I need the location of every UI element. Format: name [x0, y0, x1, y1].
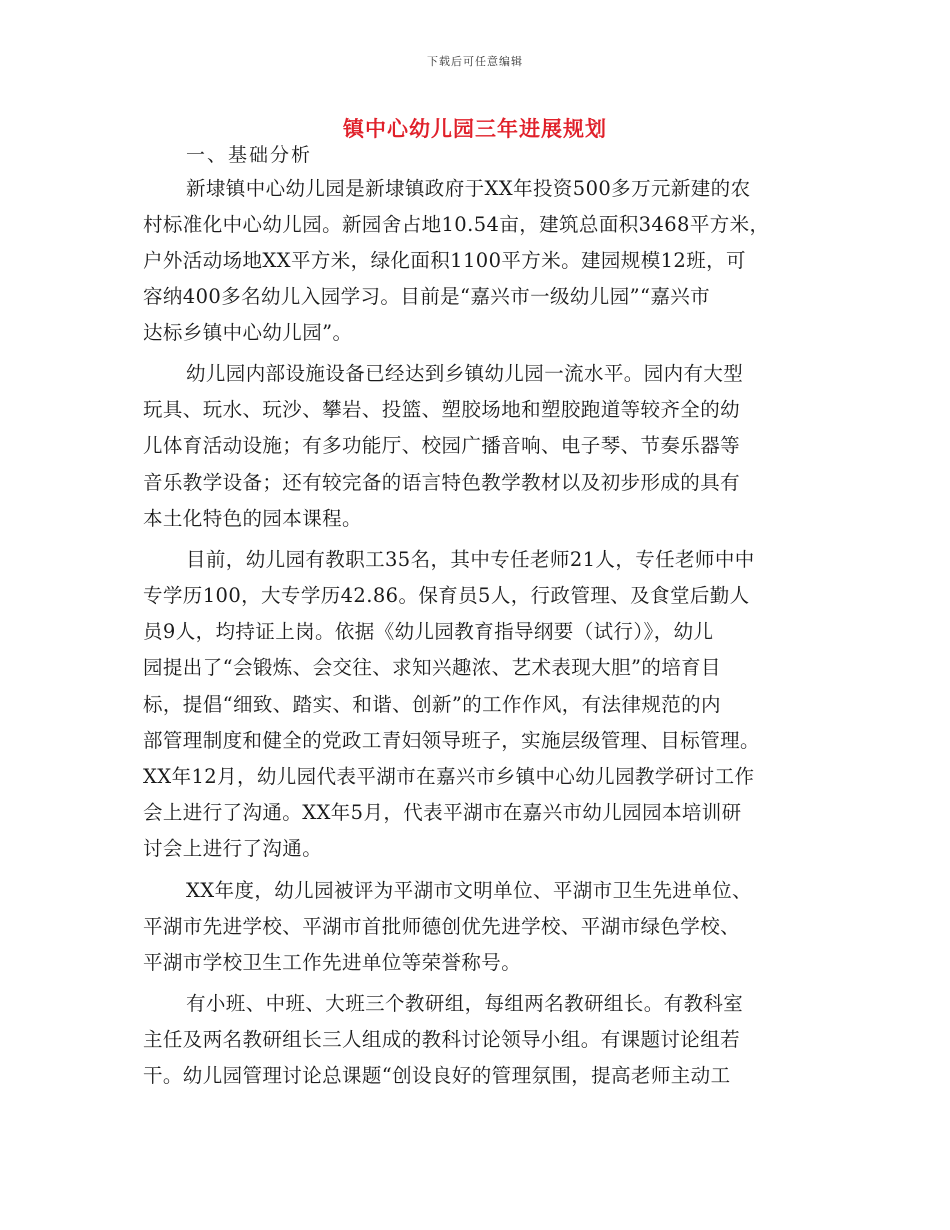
body-line: 本土化特色的园本课程。: [143, 507, 362, 530]
body-line: 园提出了“会锻炼、会交往、求知兴趣浓、艺术表现大胆”的培育目: [143, 656, 721, 679]
body-line: 员9人，均持证上岗。依据《幼儿园教育指导纲要（试行）》，幼儿: [143, 620, 714, 643]
body-line: 音乐教学设备；还有较完备的语言特色教学教材以及初步形成的具有: [143, 471, 741, 494]
document-title: 镇中心幼儿园三年进展规划: [343, 117, 607, 141]
body-line: 新埭镇中心幼儿园是新埭镇政府于XX年投资500多万元新建的农: [186, 177, 751, 200]
body-line: 幼儿园内部设施设备已经达到乡镇幼儿园一流水平。园内有大型: [186, 362, 744, 385]
section-heading: 一、基础分析: [186, 144, 313, 166]
body-line: 讨会上进行了沟通。: [143, 837, 323, 860]
body-line: 部管理制度和健全的党政工青妇领导班子，实施层级管理、目标管理。: [143, 729, 760, 752]
body-line: 村标准化中心幼儿园。新园舍占地10.54亩，建筑总面积3468平方米，: [143, 213, 770, 236]
body-line: 儿体育活动设施；有多功能厅、校园广播音响、电子琴、节奏乐器等: [143, 434, 741, 457]
body-line: 户外活动场地XX平方米，绿化面积1100平方米。建园规模12班，可: [143, 249, 746, 272]
body-line: 玩具、玩水、玩沙、攀岩、投篮、塑胶场地和塑胶跑道等较齐全的幼: [143, 398, 741, 421]
body-line: 容纳400多名幼儿入园学习。目前是“嘉兴市一级幼儿园”“嘉兴市: [143, 285, 711, 308]
body-line: 专学历100，大专学历42.86。保育员5人，行政管理、及食堂后勤人: [143, 584, 750, 607]
body-line: 有小班、中班、大班三个教研组，每组两名教研组长。有教科室: [186, 992, 744, 1015]
body-line: 目前，幼儿园有教职工35名，其中专任老师21人，专任老师中中: [186, 548, 755, 571]
body-line: 平湖市学校卫生工作先进单位等荣誉称号。: [143, 951, 522, 974]
body-line: 达标乡镇中心幼儿园”。: [143, 321, 353, 344]
body-line: 平湖市先进学校、平湖市首批师德创优先进学校、平湖市绿色学校、: [143, 915, 741, 938]
page-header-note: 下载后可任意编辑: [427, 55, 523, 68]
body-line: XX年度，幼儿园被评为平湖市文明单位、平湖市卫生先进单位、: [186, 879, 752, 902]
body-line: 会上进行了沟通。XX年5月，代表平湖市在嘉兴市幼儿园园本培训研: [143, 801, 742, 824]
body-line: 干。幼儿园管理讨论总课题“创设良好的管理氛围，提高老师主动工: [143, 1064, 731, 1087]
body-line: 主任及两名教研组长三人组成的教科讨论领导小组。有课题讨论组若: [143, 1028, 741, 1051]
body-line: 标，提倡“细致、踏实、和谐、创新”的工作作风，有法律规范的内: [143, 693, 721, 716]
body-line: XX年12月，幼儿园代表平湖市在嘉兴市乡镇中心幼儿园教学研讨工作: [143, 765, 755, 788]
